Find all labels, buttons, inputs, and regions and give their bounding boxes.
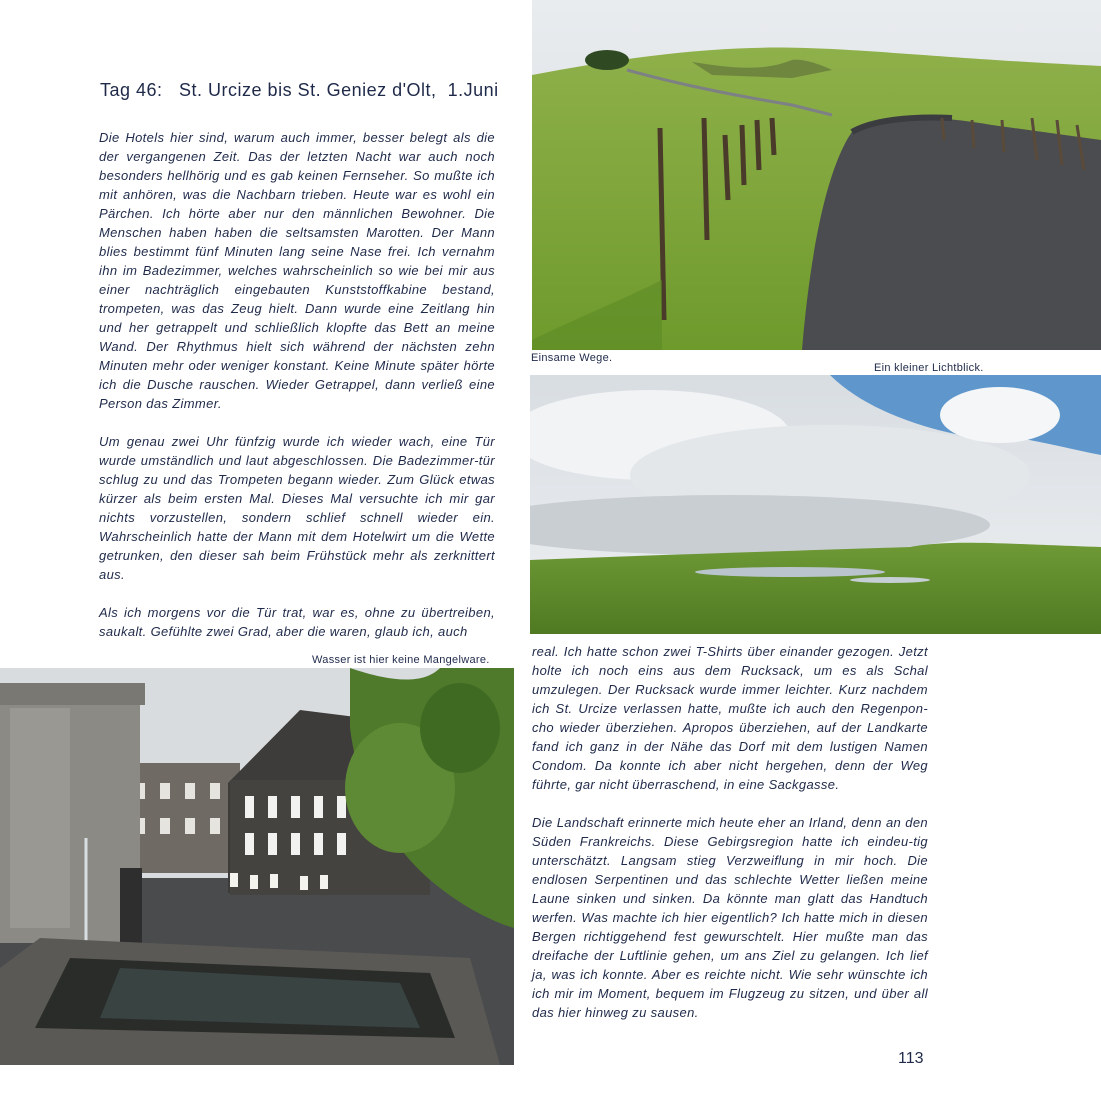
paragraph: Die Landschaft erinnerte mich heute eher an Irland, denn an den Süden Frankreichs. Diese Gebirgsregion hatte ich eindeu-tig unterschätzt. Langsam stieg Verzweiflung in mir hoch. Die endlosen Serpentinen und das schlechte Wetter ließen meine Laune sinken und sinken. Da könnte man glatt das Handtuch werfen. Was machte ich hier eigentlich? Ich hatte mich in diesen Bergen richtiggehend fest gewurschtelt. Hier mußte man das dreifache der Luftlinie gehen, um ans Ziel zu gelangen. Ich lief ja, was ich konnte. Aber es reichte nicht. Wie sehr wünschte ich ich mir im Moment, bequem im Flugzeug zu sitzen, und über all das hier hinweg zu sausen. <box>532 815 928 1020</box>
landscape-photo <box>530 375 1101 634</box>
paragraph: real. Ich hatte schon zwei T-Shirts über einander gezogen. Jetzt holte ich noch eins aus dem Rucksack, um es als Schal umzulegen. Der Rucksack wurde immer leichter. Kurz nachdem ich St. Urcize verlassen hatte, mußte ich auch den Regenpon-cho wieder überziehen. Apropos überziehen, auf der Landkarte fand ich ganz in der Nähe das Dorf mit dem lustigen Namen Condom. Da konnte ich aber nicht hergehen, denn der Weg führte, gar nicht überraschend, in eine Sackgasse. <box>532 644 928 792</box>
road-photo <box>532 0 1101 350</box>
sky-photo-caption: Ein kleiner Lichtblick. <box>874 362 984 374</box>
fountain-photo <box>0 668 514 1065</box>
page-title: Tag 46: St. Urcize bis St. Geniez d'Olt, 1.Juni <box>100 80 499 100</box>
page-number: 113 <box>898 1050 924 1067</box>
paragraph: Die Hotels hier sind, warum auch immer, besser belegt als die der vergangenen Zeit. Das der letzten Nacht war auch noch besonders hellhörig und es gab keinen Fernseher. So mußte ich mit anhören, was die Nachbarn trieben. Heute war es wohl ein Pärchen. Ich hörte aber nur den männlichen Bewohner. Die Menschen haben haben die seltsamsten Marotten. Der Mann blies bestimmt fünf Minuten lang seine Nase frei. Ich vernahm ihn im Badezimmer, welches wahrscheinlich so wie bei mir aus einer nachträglich eingebauten Kunststoffkabine bestand, trompeten, was das Zeug hielt. Dann wurde eine Zeitlang hin und her getrappelt und schließlich klopfte das Bett an meine Wand. Der Rhythmus hielt sich während der nächsten zehn Minuten mehr oder weniger konstant. Keine Minute später hörte ich die Dusche rauschen. Wieder Getrappel, dann verließ eine Person das Zimmer. <box>99 130 495 411</box>
left-text-column <box>99 128 495 641</box>
right-text-column <box>532 642 928 1022</box>
road-photo-caption: Einsame Wege. <box>531 352 613 364</box>
paragraph: Als ich morgens vor die Tür trat, war es, ohne zu übertreiben, saukalt. Gefühlte zwei Grad, aber die waren, glaub ich, auch <box>99 605 495 639</box>
paragraph: Um genau zwei Uhr fünfzig wurde ich wieder wach, eine Tür wurde umständlich und laut abgeschlossen. Die Badezimmer-tür schlug zu und das Trompeten begann wieder. Zum Glück etwas kürzer als beim ersten Mal. Dieses Mal versuchte ich mir gar nichts vorzustellen, sondern schlief schnell wieder ein. Wahrscheinlich hatte der Mann mit dem Hotelwirt um die Wette getrunken, den dieser sah beim Frühstück mehr als zerknittert aus. <box>99 434 495 582</box>
fountain-photo-caption: Wasser ist hier keine Mangelware. <box>312 654 490 666</box>
